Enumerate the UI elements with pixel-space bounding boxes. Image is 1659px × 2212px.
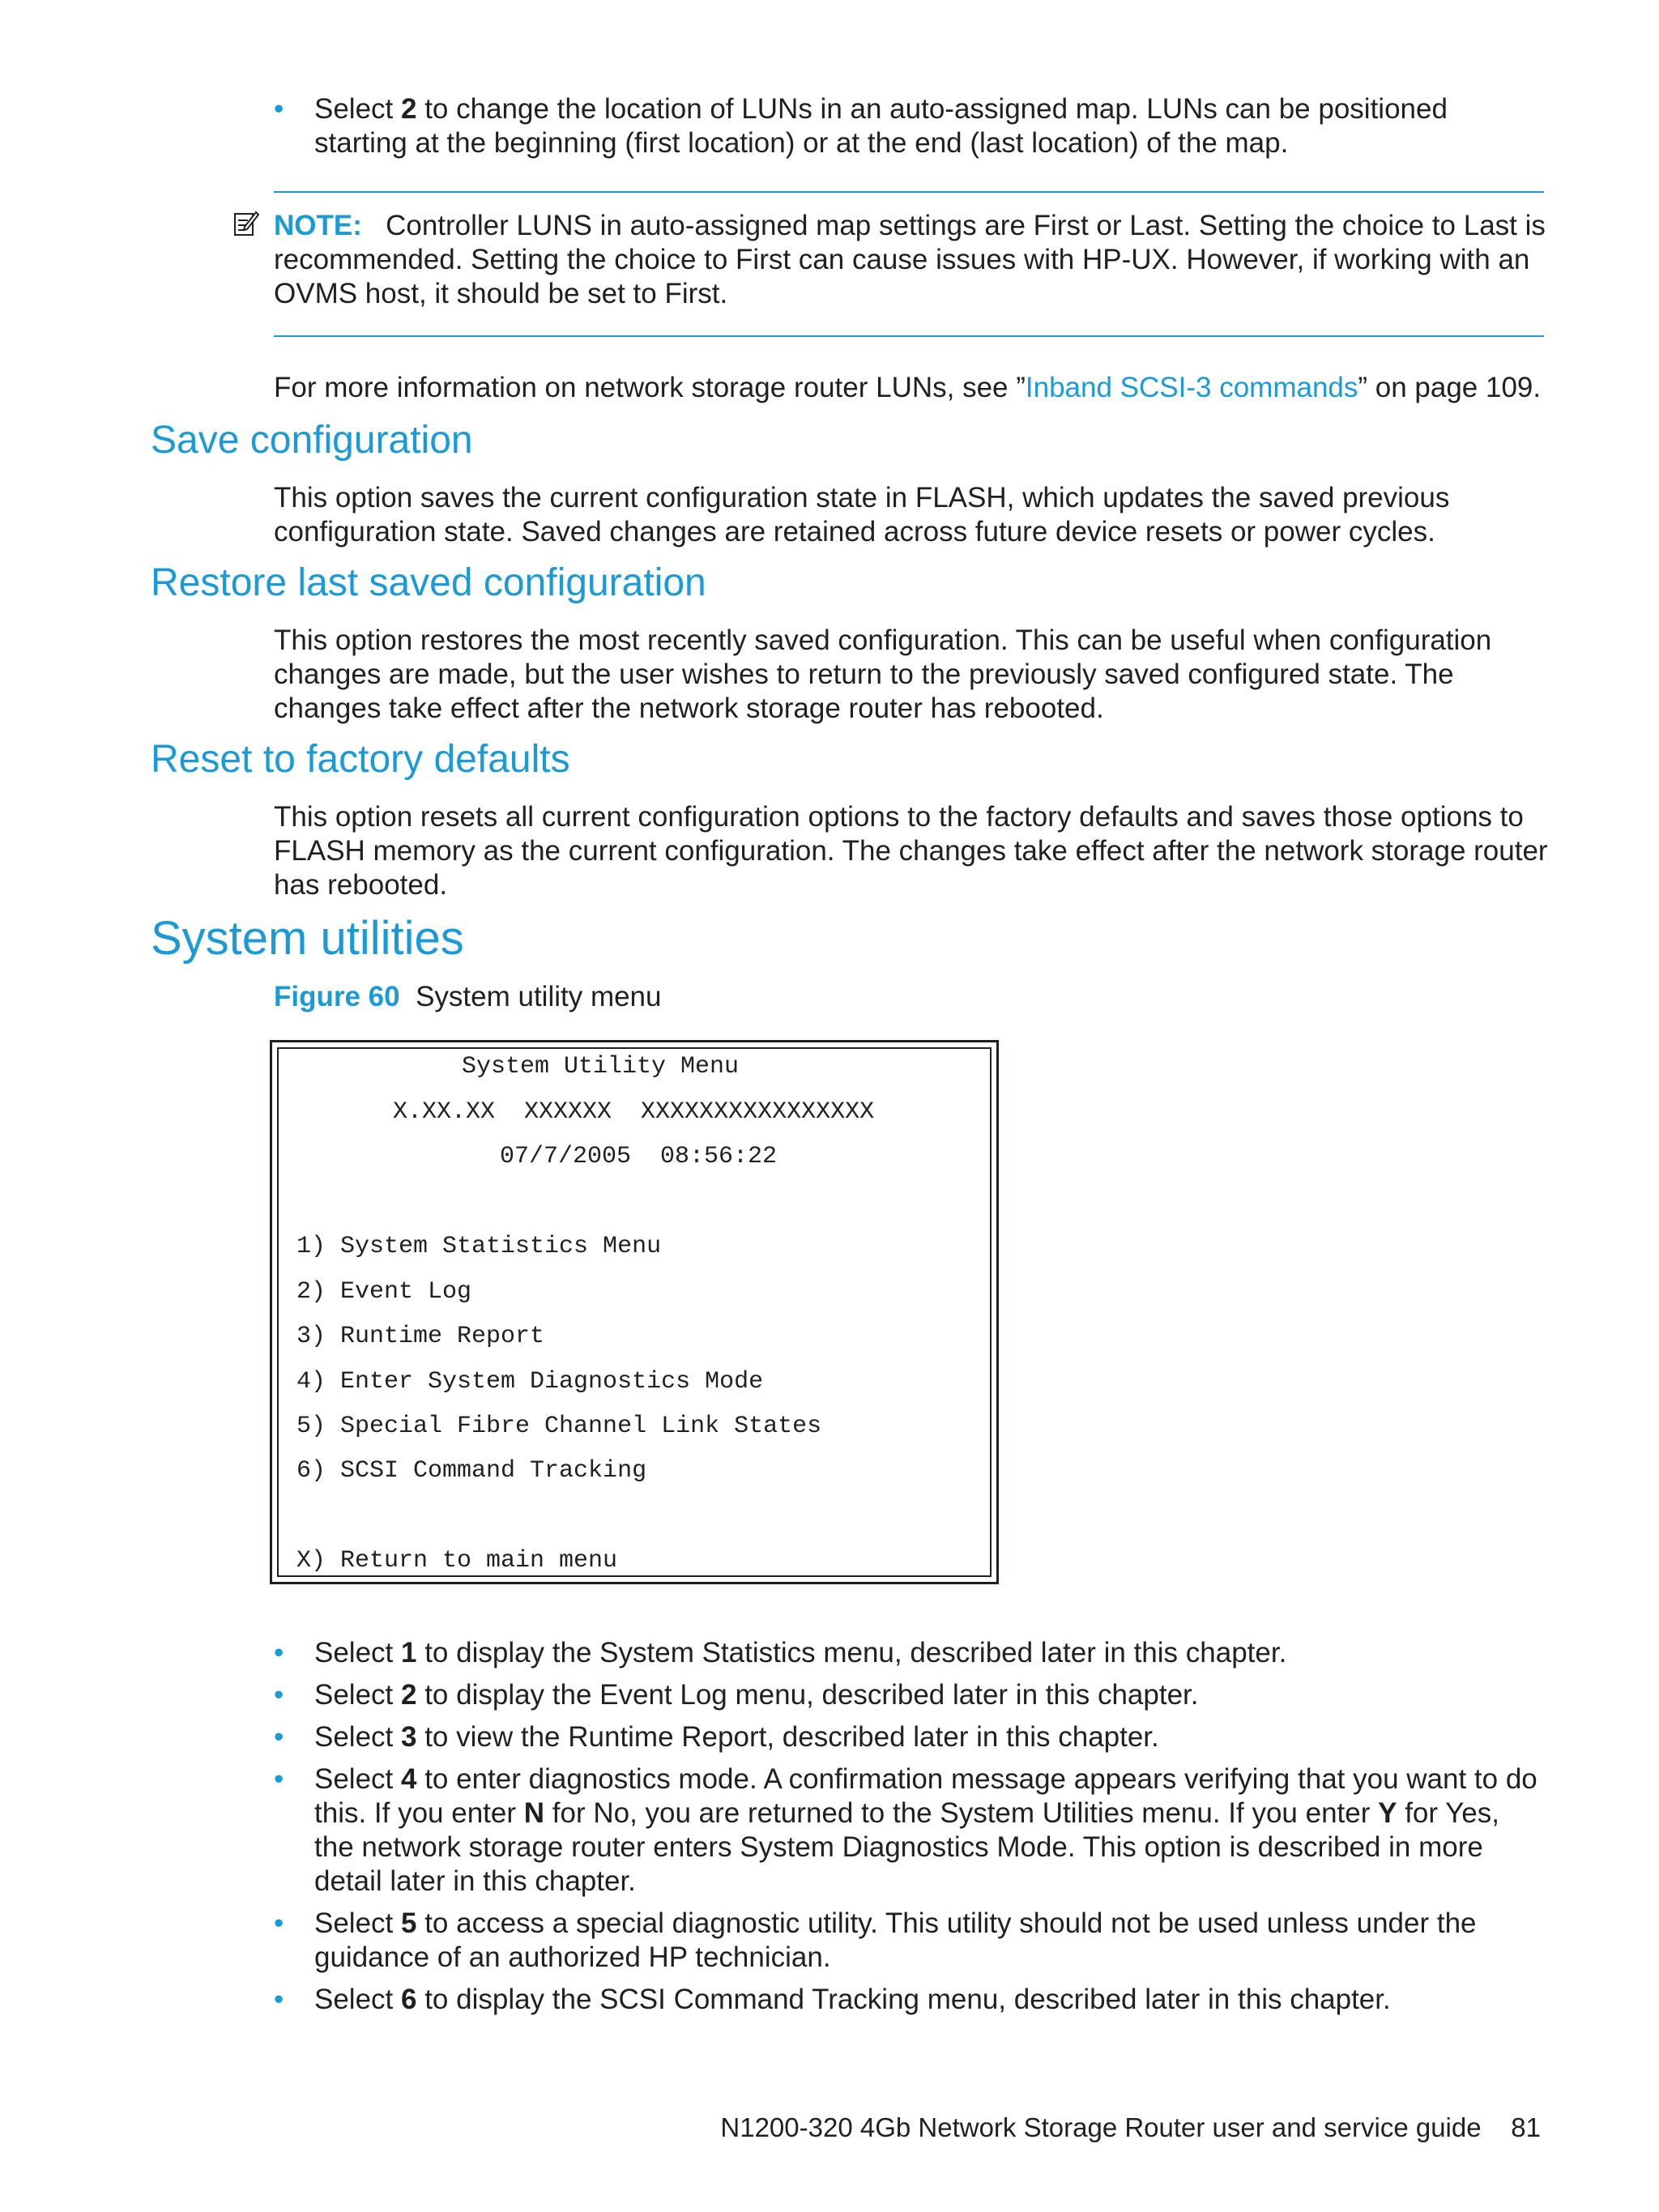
terminal-menu-item: 6) SCSI Command Tracking (296, 1457, 647, 1485)
terminal-menu-item: 4) Enter System Diagnostics Mode (296, 1368, 764, 1396)
figure-caption: Figure 60 System utility menu (274, 981, 662, 1012)
terminal-menu-item: 2) Event Log (296, 1278, 472, 1306)
terminal-menu-item: 1) System Statistics Menu (296, 1233, 662, 1260)
terminal-menu-item: 3) Runtime Report (296, 1323, 545, 1350)
more-info-paragraph: For more information on network storage router LUNs, see ”Inband SCSI-3 commands” on page 109. (274, 372, 1542, 403)
save-configuration-body: This option saves the current configuration state in FLASH, which updates the saved previous configuration state. Saved changes are retained across future device resets or power cycles. (274, 482, 1450, 548)
reset-defaults-body: This option resets all current configuration options to the factory defaults and saves those options to FLASH memory as the current configuration. The changes take effect after the network storage router has rebooted. (274, 801, 1548, 901)
list-item: • Select 2 to display the Event Log menu, described later in this chapter. (274, 1679, 1199, 1711)
bullet-dot: • (274, 93, 284, 125)
note-bottom-divider (274, 335, 1544, 337)
terminal-version-line: X.XX.XX XXXXXX XXXXXXXXXXXXXXXX (393, 1098, 875, 1126)
list-item: • Select 4 to enter diagnostics mode. A confirmation message appears verifying that you want to do this. If you enter N for No, you are returned to the System Utilities menu. If you enter Y for Yes, the network storage router enters System Diagnostics Mode. This option is described in more detail later in this chapter. (274, 1763, 1537, 1897)
note-pencil-icon (233, 209, 259, 237)
terminal-datetime: 07/7/2005 08:56:22 (500, 1143, 778, 1170)
note-text: NOTE: Controller LUNS in auto-assigned map settings are First or Last. Setting the choice to Last is recommended. Setting the choice to First can cause issues with HP-UX. However, if working with an OVMS host, it should be set to First. (274, 210, 1546, 309)
list-item: • Select 6 to display the SCSI Command Tracking menu, described later in this chapter. (274, 1984, 1391, 2015)
bullet-dot: • (274, 1721, 284, 1753)
bullet-dot: • (274, 1763, 284, 1795)
terminal-menu-item: 5) Special Fibre Channel Link States (296, 1413, 822, 1440)
note-top-divider (274, 191, 1544, 193)
bullet-dot: • (274, 1907, 284, 1939)
bullet-dot: • (274, 1679, 284, 1711)
reset-defaults-heading: Reset to factory defaults (151, 738, 570, 781)
note-label: NOTE: (274, 210, 362, 241)
list-item: • Select 3 to view the Runtime Report, described later in this chapter. (274, 1721, 1159, 1753)
inband-scsi-link[interactable]: Inband SCSI-3 commands (1025, 372, 1358, 403)
list-item: • Select 2 to change the location of LUNs in an auto-assigned map. LUNs can be positioned starting at the beginning (first location) or at the end (last location) of the map. (274, 93, 1448, 159)
footer-title: N1200-320 4Gb Network Storage Router user and service guide (720, 2112, 1482, 2142)
bullet-dot: • (274, 1637, 284, 1669)
terminal-return-item: X) Return to main menu (296, 1547, 618, 1575)
system-utilities-heading: System utilities (151, 912, 464, 965)
save-configuration-heading: Save configuration (151, 419, 473, 462)
restore-configuration-body: This option restores the most recently saved configuration. This can be useful when configuration changes are made, but the user wishes to return to the previously saved configured state. The changes take effect after the network storage router has rebooted. (274, 624, 1492, 724)
system-utility-menu-screen (270, 1040, 999, 1584)
list-item: • Select 5 to access a special diagnostic utility. This utility should not be used unless under the guidance of an authorized HP technician. (274, 1907, 1477, 1973)
list-item: • Select 1 to display the System Statistics menu, described later in this chapter. (274, 1637, 1287, 1669)
page-footer (720, 2112, 1541, 2143)
top-bullet-list (274, 92, 1546, 168)
page-number: 81 (1511, 2112, 1541, 2142)
figure-label: Figure 60 (274, 981, 400, 1012)
menu-option-bullet-list (274, 1636, 1546, 2025)
terminal-title: System Utility Menu (461, 1053, 740, 1080)
terminal-inner-border (277, 1047, 992, 1577)
bullet-dot: • (274, 1984, 284, 2015)
restore-configuration-heading: Restore last saved configuration (151, 561, 706, 604)
